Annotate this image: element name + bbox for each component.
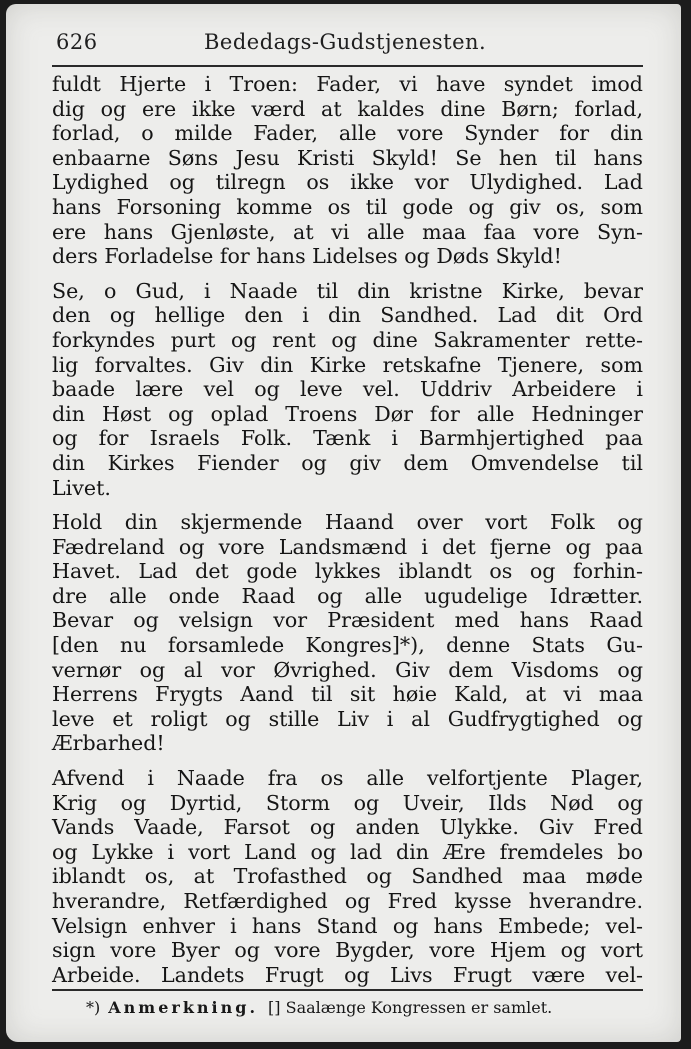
text-line: forlad, o milde Fader, alle vore Synder for din [52,121,643,146]
text-line: ders Forladelse for hans Lidelses og Døds Skyld! [52,244,562,269]
text-line: vernør og al vor Øvrighed. Giv dem Visdoms og [52,657,643,682]
text-line: hverandre, Retfærdighed og Fred kysse hverandre. [52,889,643,913]
text-line: Herrens Frygts Aand til sit høie Kald, at vi maa [52,682,643,707]
footnote-text: [] Saalænge Kongressen er samlet. [268,998,553,1017]
running-head: Bededags-Gudstjenesten. [204,30,487,54]
page-header [54,28,647,58]
text-line: Lydighed og tilregn os ikke vor Ulydighed. Lad [52,170,643,195]
footnote [86,998,641,1017]
text-line: enbaarne Søns Jesu Kristi Skyld! Se hen til hans [52,145,643,170]
text-line: iblandt os, at Trofasthed og Sandhed maa møde [52,864,643,889]
footnote-rule [52,989,643,991]
header-rule [52,65,643,67]
text-line: Se, o Gud, i Naade til din kristne Kirke, bevar [52,278,643,303]
text-line: dig og ere ikke værd at kaldes dine Børn; forlad, [52,96,643,121]
text-line: leve et roligt og stille Liv i al Gudfrygtighed og [52,706,643,731]
text-line: Afvend i Naade fra os alle velfortjente Plager, [52,766,643,791]
text-line: Vands Vaade, Farsot og anden Ulykke. Giv Fred [52,815,643,840]
text-line: din Kirkes Fiender og giv dem Omvendelse til [52,450,643,475]
text-line: Velsign enhver i hans Stand og hans Embede; vel- [52,913,643,938]
text-line: ere hans Gjenløste, at vi alle maa faa vore Syn- [52,219,643,244]
body-text [52,72,643,997]
text-line: og Lykke i vort Land og lad din Ære fremdeles bo [52,839,643,864]
text-line: hans Forsoning komme os til gode og giv os, som [52,194,643,219]
page-number: 626 [56,30,98,54]
text-line: og for Israels Folk. Tænk i Barmhjertighed paa [52,426,643,451]
text-line: den og hellige den i din Sandhed. Lad dit Ord [52,303,643,328]
text-line: baade lære vel og leve vel. Uddriv Arbeidere i [52,377,643,402]
text-line: fuldt Hjerte i Troen: Fader, vi have syndet imod [52,72,643,96]
text-line: Havet. Lad det gode lykkes iblandt os og forhin- [52,559,643,584]
text-line: din Høst og oplad Troens Dør for alle Hedninger [52,401,643,426]
text-line: Krig og Dyrtid, Storm og Uveir, Ilds Nød og [52,790,643,815]
text-line: [den nu forsamlede Kongres]*), denne Stats Gu- [52,633,643,658]
text-line: sign vore Byer og vore Bygder, vore Hjem og vort [52,938,643,963]
book-page [6,4,681,1042]
paragraph [52,72,643,269]
text-line: Livet. [52,475,111,500]
footnote-label: Anmerkning. [108,998,259,1017]
text-line: Fædreland og vore Landsmænd i det fjerne og paa [52,534,643,559]
text-line: Arbeide. Landets Frugt og Livs Frugt være vel- [52,962,643,987]
footnote-marker: *) [86,998,101,1017]
text-line: forkyndes purt og rent og dine Sakramenter rette- [52,327,643,352]
paragraph [52,510,643,756]
text-line: dre alle onde Raad og alle ugudelige Idrætter. [52,583,643,608]
text-line: Ærbarhed! [52,731,165,756]
paragraph [52,766,643,987]
paragraph [52,279,643,500]
text-line: Hold din skjermende Haand over vort Folk og [52,510,643,535]
text-line: Bevar og velsign vor Præsident med hans Raad [52,608,643,633]
text-line: lig forvaltes. Giv din Kirke retskafne Tjenere, som [52,352,643,377]
